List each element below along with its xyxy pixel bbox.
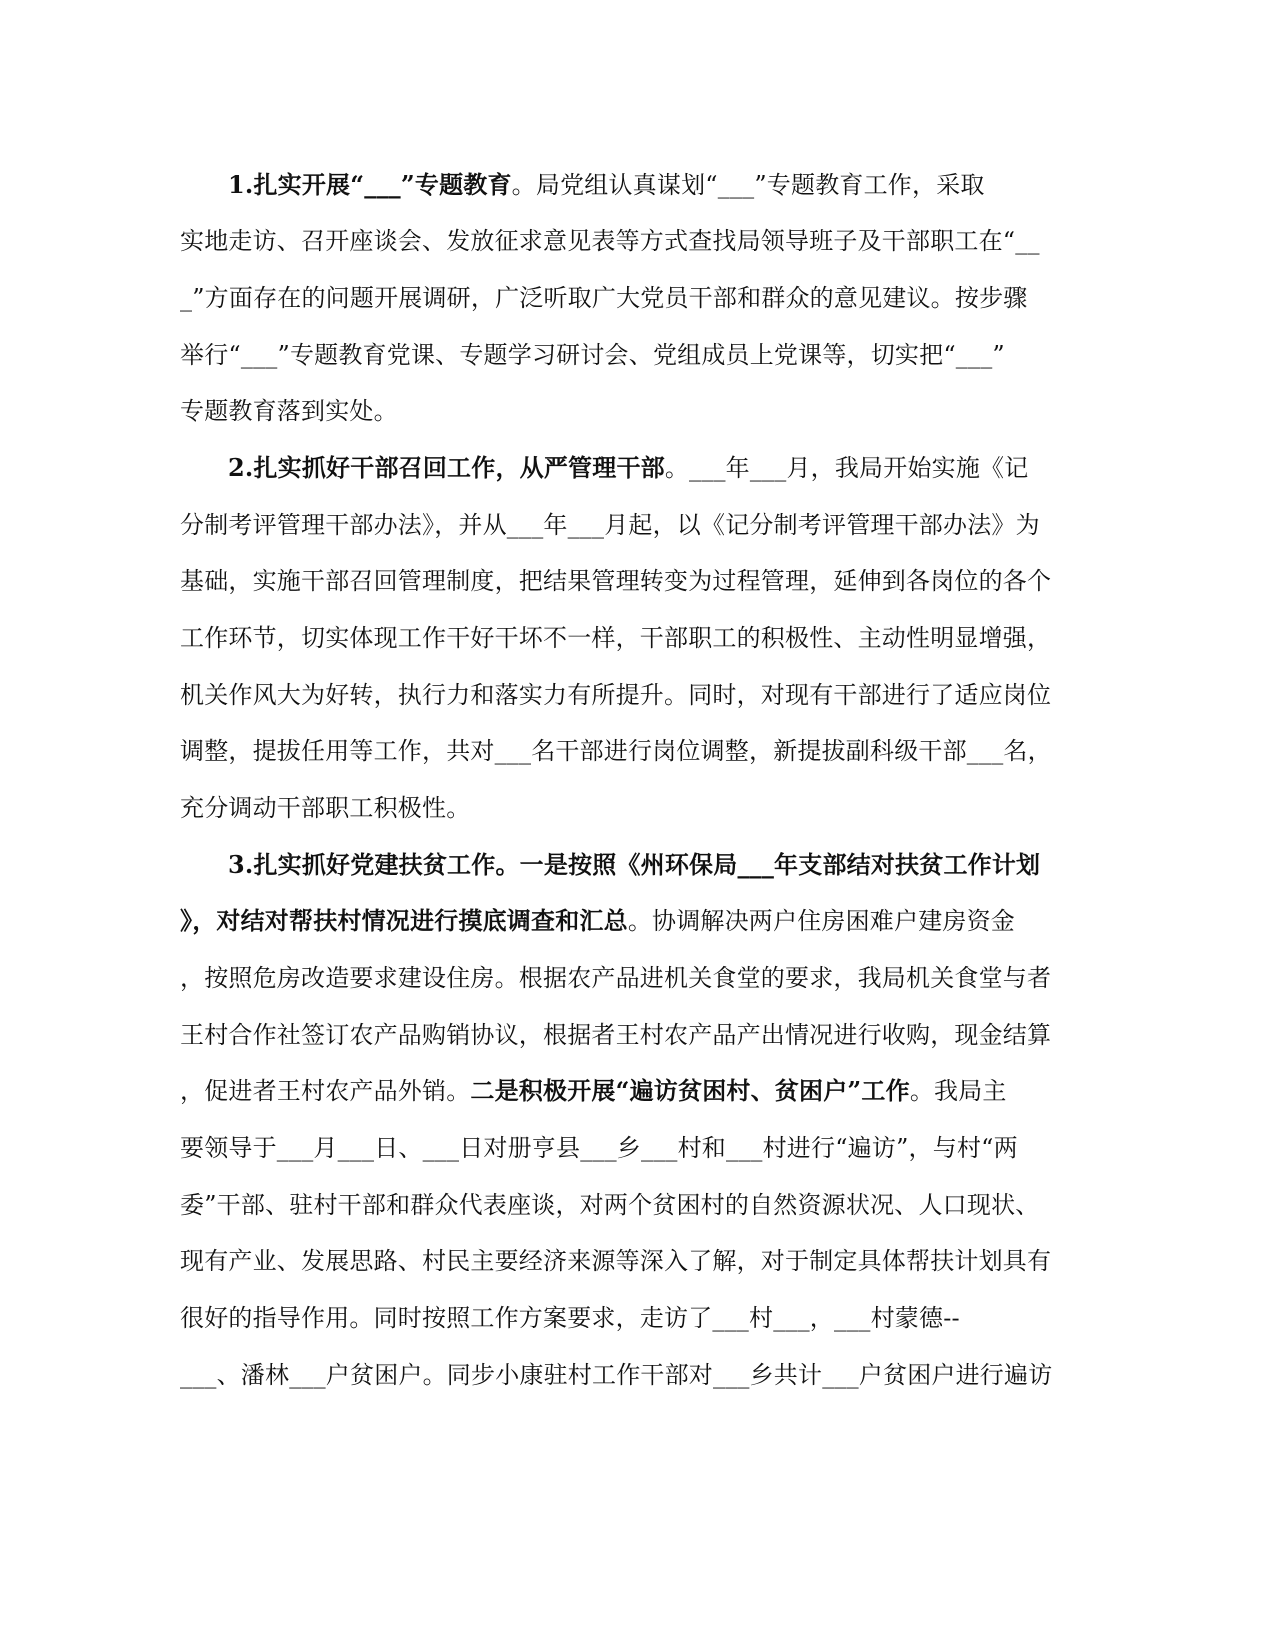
text-run: 。我局主 bbox=[909, 1077, 1007, 1105]
text-line bbox=[180, 221, 1251, 261]
text-run: 。局党组认真谋划“___”专题教育工作，采取 bbox=[511, 171, 985, 199]
text-run: 实地走访、召开座谈会、发放征求意见表等方式查找局领导班子及干部职工在“__ bbox=[180, 227, 1040, 255]
text-run: _”方面存在的问题开展调研，广泛听取广大党员干部和群众的意见建议。按步骤 bbox=[180, 284, 1028, 312]
text-line bbox=[180, 1298, 1251, 1338]
text-line bbox=[180, 335, 1251, 375]
text-run: 充分调动干部职工积极性。 bbox=[180, 794, 471, 822]
text-line bbox=[180, 1185, 1251, 1225]
heading-1: 1.扎实开展“___”专题教育 bbox=[228, 170, 512, 199]
text-run: 很好的指导作用。同时按照工作方案要求，走访了___村___，___村蒙德-- bbox=[180, 1304, 960, 1332]
text-line bbox=[180, 278, 1251, 318]
text-line bbox=[180, 1128, 1251, 1168]
text-run: 。协调解决两户住房困难户建房资金 bbox=[627, 907, 1016, 935]
text-run: 王村合作社签订农产品购销协议，根据者王村农产品产出情况进行收购，现金结算 bbox=[180, 1021, 1052, 1049]
text-line bbox=[180, 958, 1251, 998]
bold-run: 二是积极开展“遍访贫困村、贫困户”工作 bbox=[470, 1076, 910, 1105]
text-line bbox=[180, 505, 1251, 545]
text-line bbox=[180, 731, 1251, 771]
text-line bbox=[180, 1071, 1251, 1111]
text-run: 。___年___月，我局开始实施《记 bbox=[664, 454, 1029, 482]
heading-3: 3.扎实抓好党建扶贫工作。一是按照《州环保局___年支部结对扶贫工作计划 bbox=[228, 850, 1041, 879]
text-run: 委”干部、驻村干部和群众代表座谈，对两个贫困村的自然资源状况、人口现状、 bbox=[180, 1191, 1040, 1219]
text-run: ，促进者王村农产品外销。 bbox=[180, 1077, 471, 1105]
text-line bbox=[180, 675, 1251, 715]
text-line bbox=[180, 561, 1251, 601]
text-line bbox=[180, 1355, 1251, 1395]
text-line bbox=[180, 618, 1251, 658]
text-line bbox=[228, 448, 1251, 488]
heading-2: 2.扎实抓好干部召回工作，从严管理干部 bbox=[228, 453, 665, 482]
text-run: 专题教育落到实处。 bbox=[180, 397, 398, 425]
text-run: 举行“___”专题教育党课、专题学习研讨会、党组成员上党课等，切实把“___” bbox=[180, 341, 1005, 369]
text-line bbox=[228, 845, 1251, 885]
text-line bbox=[180, 1241, 1251, 1281]
text-run: 基础，实施干部召回管理制度，把结果管理转变为过程管理，延伸到各岗位的各个 bbox=[180, 567, 1052, 595]
text-run: 机关作风大为好转，执行力和落实力有所提升。同时，对现有干部进行了适应岗位 bbox=[180, 681, 1052, 709]
text-run: 要领导于___月___日、___日对册亨县___乡___村和___村进行“遍访”，与村“两 bbox=[180, 1134, 1018, 1162]
text-run: 现有产业、发展思路、村民主要经济来源等深入了解，对于制定具体帮扶计划具有 bbox=[180, 1247, 1052, 1275]
text-line bbox=[180, 788, 1251, 828]
text-line bbox=[180, 901, 1251, 941]
text-run: 调整，提拔任用等工作，共对___名干部进行岗位调整，新提拔副科级干部___名， bbox=[180, 737, 1052, 765]
text-run: 工作环节，切实体现工作干好干坏不一样，干部职工的积极性、主动性明显增强， bbox=[180, 624, 1052, 652]
text-run: ___、潘林___户贫困户。同步小康驻村工作干部对___乡共计___户贫困户进行遍访 bbox=[180, 1361, 1053, 1389]
text-line bbox=[228, 165, 1251, 205]
text-run: 分制考评管理干部办法》，并从___年___月起，以《记分制考评管理干部办法》为 bbox=[180, 511, 1040, 539]
text-line bbox=[180, 1015, 1251, 1055]
text-line bbox=[180, 391, 1251, 431]
bold-run: 》，对结对帮扶村情况进行摸底调查和汇总 bbox=[180, 906, 628, 935]
text-run: ，按照危房改造要求建设住房。根据农产品进机关食堂的要求，我局机关食堂与者 bbox=[180, 964, 1052, 992]
